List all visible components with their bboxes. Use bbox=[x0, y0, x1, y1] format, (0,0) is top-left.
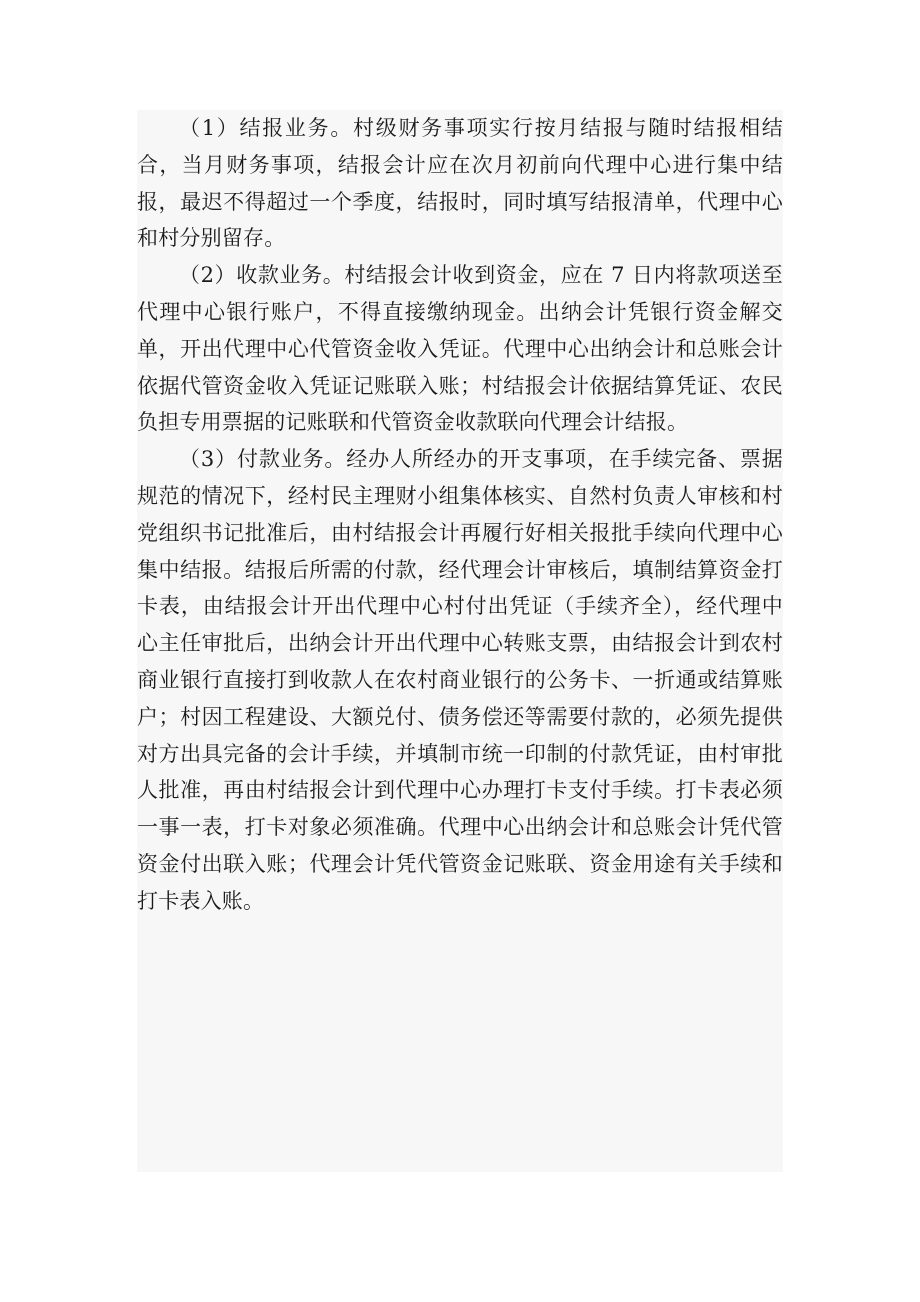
paragraph-payments: （3）付款业务。经办人所经办的开支事项，在手续完备、票据规范的情况下，经村民主理财小组集体核实、自然村负责人审核和村党组织书记批准后，由村结报会计再履行好相关报批手续向代理中心集中结报。结报后所需的付款，经代理会计审核后，填制结算资金打卡表，由结报会计开出代理中心村付出凭证（手续齐全），经代理中心主任审批后，出纳会计开出代理中心转账支票，由结报会计到农村商业银行直接打到收款人在农村商业银行的公务卡、一折通或结算账户；村因工程建设、大额兑付、债务偿还等需要付款的，必须先提供对方出具完备的会计手续，并填制市统一印制的付款凭证，由村审批人批准，再由村结报会计到代理中心办理打卡支付手续。打卡表必须一事一表，打卡对象必须准确。代理中心出纳会计和总账会计凭代管资金付出联入账；代理会计凭代管资金记账联、资金用途有关手续和打卡表入账。 bbox=[137, 447, 783, 913]
document-body bbox=[137, 110, 783, 1172]
paragraph-settlement: （1）结报业务。村级财务事项实行按月结报与随时结报相结合，当月财务事项，结报会计应在次月初前向代理中心进行集中结报，最迟不得超过一个季度，结报时，同时填写结报清单，代理中心和村分别留存。 bbox=[137, 116, 783, 251]
paragraph-receipts: （2）收款业务。村结报会计收到资金，应在 7 日内将款项送至代理中心银行账户，不得直接缴纳现金。出纳会计凭银行资金解交单，开出代理中心代管资金收入凭证。代理中心出纳会计和总账会计依据代管资金收入凭证记账联入账；村结报会计依据结算凭证、农民负担专用票据的记账联和代管资金收款联向代理会计结报。 bbox=[137, 263, 783, 435]
